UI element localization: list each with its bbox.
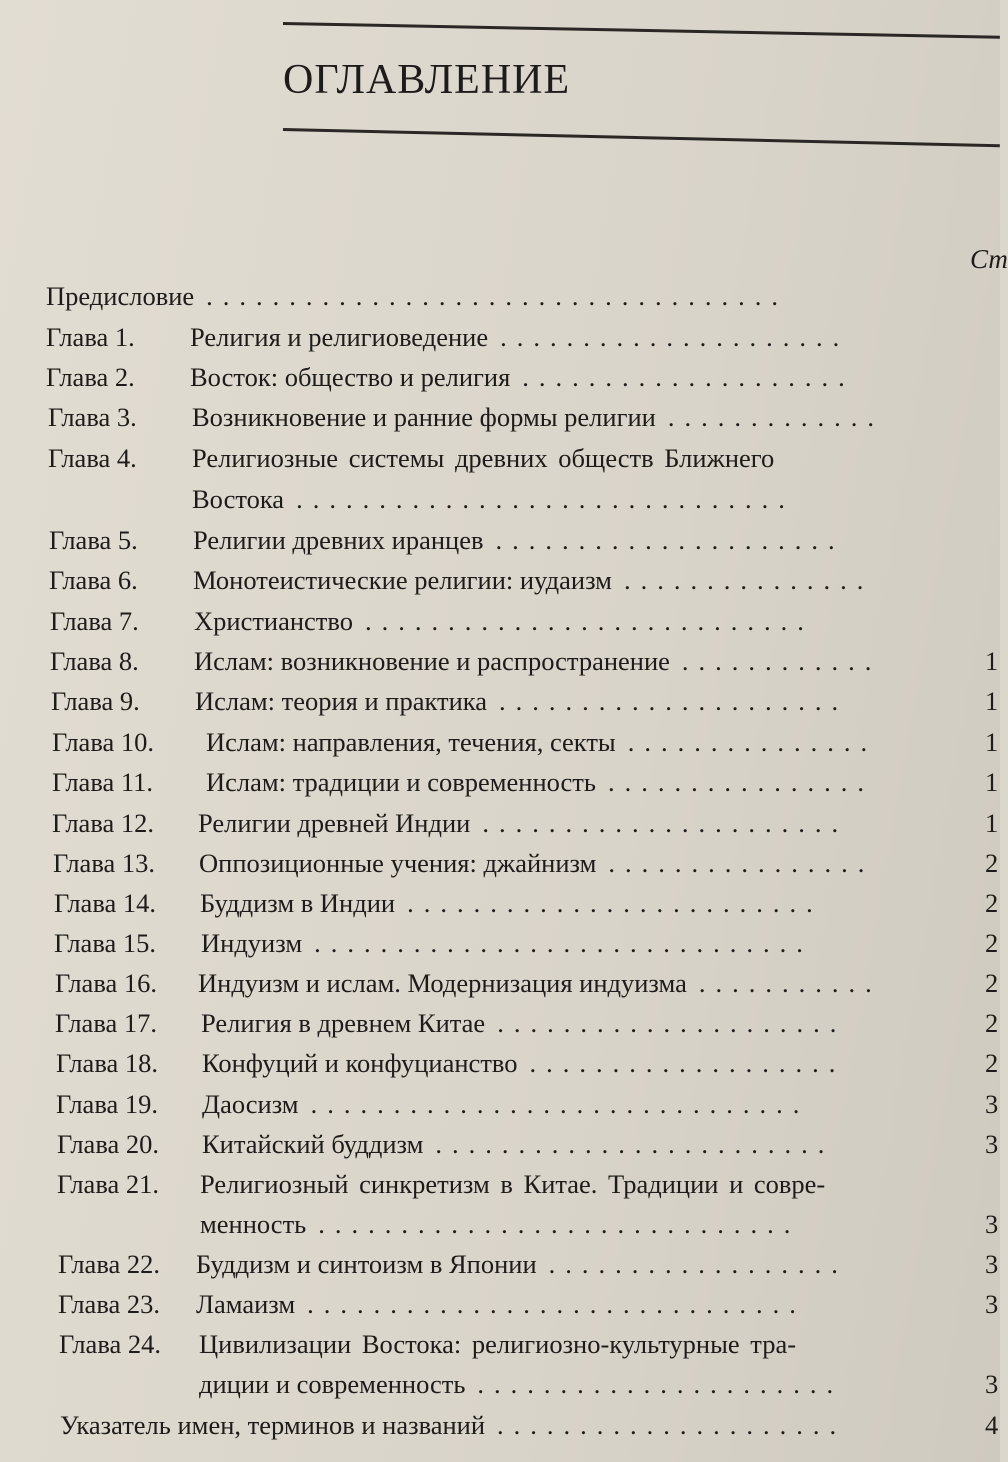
page-number: 2: [985, 1008, 999, 1038]
chapter-number: Глава 8.: [50, 646, 139, 676]
leader-dots: ...................................: [206, 281, 789, 311]
chapter-number: Глава 9.: [51, 686, 140, 716]
page-number: 3: [985, 1209, 999, 1239]
page-number: 3: [985, 1369, 999, 1399]
chapter-title: Религиозные системы древних обществ Ближнего: [192, 443, 775, 473]
chapter-number: Глава 16.: [55, 968, 157, 998]
leader-dots: ..............................: [307, 1289, 806, 1319]
chapter-title: Ламаизм: [196, 1289, 296, 1319]
chapter-number: Глава 19.: [56, 1089, 158, 1119]
chapter-title-continued: диции и современность: [199, 1369, 466, 1399]
chapter-title: Религиозный синкретизм в Китае. Традиции и совре-: [200, 1169, 826, 1199]
chapter-number: Глава 10.: [52, 727, 154, 757]
leader-dots: .........................: [407, 888, 823, 918]
leader-dots: ................: [608, 848, 875, 878]
chapter-number: Глава 20.: [57, 1129, 159, 1159]
chapter-number: Глава 23.: [58, 1289, 160, 1319]
chapter-title: Даосизм: [202, 1089, 299, 1119]
chapter-title: Оппозиционные учения: джайнизм: [199, 848, 597, 878]
chapter-number: Глава 3.: [48, 402, 137, 432]
chapter-title: Указатель имен, терминов и названий: [60, 1410, 486, 1440]
chapter-title: Предисловие: [46, 281, 195, 311]
leader-dots: ..............................: [296, 484, 795, 514]
page-number: 2: [985, 928, 999, 958]
leader-dots: ..............................: [314, 928, 813, 958]
chapter-number: Глава 18.: [56, 1048, 158, 1078]
page-number: 3: [985, 1289, 999, 1319]
chapter-number: Глава 6.: [49, 565, 138, 595]
leader-dots: .....................: [497, 1410, 847, 1440]
chapter-number: Глава 11.: [52, 767, 154, 797]
leader-dots: ................: [607, 767, 874, 797]
chapter-number: Глава 17.: [55, 1008, 157, 1038]
chapter-title: Буддизм и синтоизм в Японии: [196, 1249, 537, 1279]
page-number: 3: [985, 1129, 999, 1159]
chapter-title: Религия и религиоведение: [190, 322, 489, 352]
page-number: 2: [985, 1048, 999, 1078]
leader-dots: .............: [667, 402, 884, 432]
chapter-number: Глава 12.: [52, 808, 154, 838]
page-number: 1: [985, 767, 999, 797]
chapter-number: Глава 15.: [54, 928, 156, 958]
chapter-title: Восток: общество и религия: [190, 362, 511, 392]
chapter-title: Индуизм и ислам. Модернизация индуизма: [198, 968, 687, 998]
chapter-number: Глава 21.: [57, 1169, 159, 1199]
chapter-number: Глава 2.: [46, 362, 135, 392]
chapter-number: Глава 1.: [46, 322, 135, 352]
leader-dots: ...............: [627, 727, 878, 757]
page-title: ОГЛАВЛЕНИЕ: [283, 57, 571, 103]
page-number: 3: [985, 1249, 999, 1279]
leader-dots: .............................: [318, 1209, 801, 1239]
chapter-title: Монотеистические религии: иудаизм: [193, 565, 612, 595]
chapter-title: Религии древней Индии: [198, 808, 471, 838]
chapter-title: Китайский буддизм: [202, 1129, 424, 1159]
leader-dots: .....................: [497, 1008, 847, 1038]
page-number: 1: [985, 808, 999, 838]
page-number: 2: [985, 888, 999, 918]
leader-dots: .....................: [500, 322, 850, 352]
chapter-title-continued: менность: [200, 1209, 307, 1239]
leader-dots: ....................: [522, 362, 855, 392]
page-number: 4: [985, 1410, 999, 1440]
leader-dots: ......................: [482, 808, 849, 838]
leader-dots: ...................: [529, 1048, 846, 1078]
leader-dots: ..................: [548, 1249, 848, 1279]
chapter-title: Ислам: направления, течения, секты: [206, 727, 616, 757]
chapter-number: Глава 14.: [54, 888, 156, 918]
page-number: 2: [985, 848, 999, 878]
leader-dots: .....................: [499, 686, 849, 716]
chapter-title: Индуизм: [201, 928, 303, 958]
chapter-number: Глава 4.: [48, 443, 137, 473]
chapter-number: Глава 5.: [49, 525, 138, 555]
chapter-title-continued: Востока: [192, 484, 285, 514]
page-number: 1: [985, 646, 999, 676]
leader-dots: ..............................: [310, 1089, 810, 1119]
page-number: 1: [985, 686, 999, 716]
chapter-title: Ислам: возникновение и распространение: [194, 646, 670, 676]
chapter-number: Глава 13.: [53, 848, 155, 878]
chapter-title: Религии древних иранцев: [193, 525, 484, 555]
chapter-title: Возникновение и ранние формы религии: [192, 402, 656, 432]
chapter-title: Цивилизации Востока: религиозно-культурные тра-: [199, 1329, 797, 1359]
chapter-title: Буддизм в Индии: [200, 888, 396, 918]
leader-dots: .....................: [495, 525, 845, 555]
chapter-number: Глава 24.: [59, 1329, 161, 1359]
leader-dots: ............: [681, 646, 882, 676]
page-column-label: Ст: [970, 244, 1008, 274]
page-number: 3: [985, 1089, 999, 1119]
chapter-number: Глава 22.: [58, 1249, 160, 1279]
chapter-title: Христианство: [194, 606, 353, 636]
page-number: 1: [985, 727, 999, 757]
chapter-title: Конфуций и конфуцианство: [202, 1048, 518, 1078]
chapter-title: Ислам: традиции и современность: [206, 767, 596, 797]
leader-dots: ...............: [623, 565, 874, 595]
leader-dots: ...........: [698, 968, 882, 998]
chapter-title: Ислам: теория и практика: [195, 686, 488, 716]
leader-dots: ...........................: [364, 606, 814, 636]
page-number: 2: [985, 968, 999, 998]
chapter-title: Религия в древнем Китае: [201, 1008, 486, 1038]
chapter-number: Глава 7.: [50, 606, 139, 636]
leader-dots: ........................: [435, 1129, 835, 1159]
leader-dots: ......................: [477, 1369, 844, 1399]
